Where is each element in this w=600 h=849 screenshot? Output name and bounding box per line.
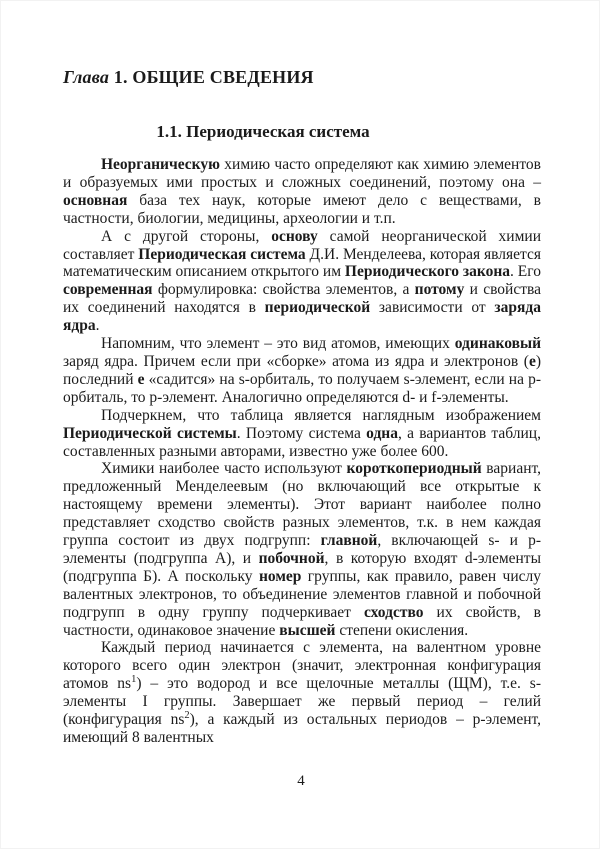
- text-run: Химики наиболее часто используют: [101, 460, 347, 478]
- text-run: зависимости от: [370, 299, 495, 317]
- text-run: , включающей s- и p-элементы (подгруппа А), и: [63, 532, 541, 567]
- paragraph: [63, 335, 541, 407]
- text-run: номер: [258, 567, 302, 585]
- document-body: [63, 156, 541, 747]
- chapter-heading: [63, 67, 314, 88]
- text-run: заряд ядра. Причем если при «сборке» атома из ядра и электронов (: [63, 352, 529, 370]
- text-run: . Поэтому система: [236, 424, 367, 442]
- text-run: основная: [63, 191, 128, 209]
- text-run: основу: [271, 227, 318, 245]
- text-run: . Его: [510, 263, 541, 281]
- text-run: периодической: [264, 299, 371, 317]
- text-run: Периодической системы: [63, 424, 237, 442]
- text-run: сходство: [363, 603, 424, 621]
- text-run: их свойств, в частности, одинаковое значение: [63, 603, 541, 639]
- text-run: 1. ОБЩИЕ СВЕДЕНИЯ: [109, 67, 314, 87]
- text-run: 2: [184, 709, 190, 721]
- text-run: химию часто определяют как химию элементов и образуемых ими простых и сложных соединений, поэтому она –: [63, 156, 541, 191]
- text-run: Периодического закона: [344, 263, 511, 281]
- text-run: формулировка: свойства элементов, а: [152, 281, 415, 299]
- text-run: 1: [131, 674, 137, 686]
- paragraph: [63, 407, 541, 461]
- text-run: Д.И. Менделеева, которая является математическим описанием открытого им: [63, 245, 541, 281]
- text-run: потому: [414, 281, 465, 299]
- text-run: , а вариантов таблиц, составленных разными авторами, известно уже более 600.: [63, 424, 541, 460]
- paragraph: [63, 639, 541, 746]
- text-run: ), а каждый из остальных периодов – p-элемент, имеющий 8 валентных: [63, 711, 542, 746]
- text-run: и свойства их соединений находятся в: [63, 281, 541, 317]
- text-run: степени окисления.: [335, 621, 469, 639]
- text-run: заряда ядра: [63, 299, 541, 335]
- text-run: высшей: [279, 621, 336, 639]
- text-run: побочной: [258, 549, 325, 567]
- text-run: одинаковый: [454, 335, 541, 353]
- text-run: Неорганическую: [101, 156, 220, 173]
- page-number: 4: [297, 773, 305, 789]
- paragraph: [63, 228, 541, 335]
- text-run: Подчеркнем, что таблица является наглядным изображением: [101, 406, 541, 424]
- text-run: е: [137, 370, 145, 388]
- text-run: Глава: [63, 67, 110, 87]
- text-run: современная: [63, 281, 153, 299]
- text-run: вариант, предложенный Менделеевым (но включающий все открытые к настоящему времени элементы). Этот вариант наиболее полно представляет сходство свойств разных элементов, т.к. в нем каждая группа состоит из двух подгрупп:: [63, 460, 541, 550]
- text-run: е: [528, 352, 536, 370]
- text-run: группы, как правило, равен числу валентных электронов, то объединение элементов главной и побочной подгрупп в одну группу подчеркивает: [63, 567, 541, 621]
- text-run: одна: [366, 424, 398, 442]
- text-run: , в которую входят d-элементы (подгруппа Б). А поскольку: [63, 549, 541, 585]
- text-run: короткопериодный: [346, 460, 482, 478]
- paragraph: [63, 156, 541, 228]
- text-run: .: [95, 317, 100, 335]
- text-run: самой неорганической химии составляет: [63, 227, 541, 263]
- paragraph: [63, 460, 541, 639]
- text-run: ) – это водород и все щелочные металлы (ЩМ), т.е. s-элементы I группы. Завершает же первый период – гелий (конфигурация ns: [63, 675, 541, 729]
- text-run: А с другой стороны,: [101, 227, 272, 245]
- section-heading: 1.1. Периодическая система: [156, 122, 370, 141]
- text-run: Каждый период начинается с элемента, на валентном уровне которого всего один электрон (значит, электронная конфигурация атомов ns: [63, 639, 541, 693]
- text-run: «садится» на s-орбиталь, то получаем s-элемент, если на p-орбиталь, то p-элемент. Аналогично определяются d- и f-элементы.: [63, 370, 541, 406]
- text-run: ) последний: [63, 352, 541, 388]
- text-run: база тех наук, которые имеют дело с веществами, в частности, биологии, медицины, археологии и т.п.: [63, 191, 541, 227]
- text-run: Периодическая система: [138, 245, 306, 263]
- text-run: главной: [320, 532, 378, 550]
- text-run: Напомним, что элемент – это вид атомов, имеющих: [101, 335, 455, 353]
